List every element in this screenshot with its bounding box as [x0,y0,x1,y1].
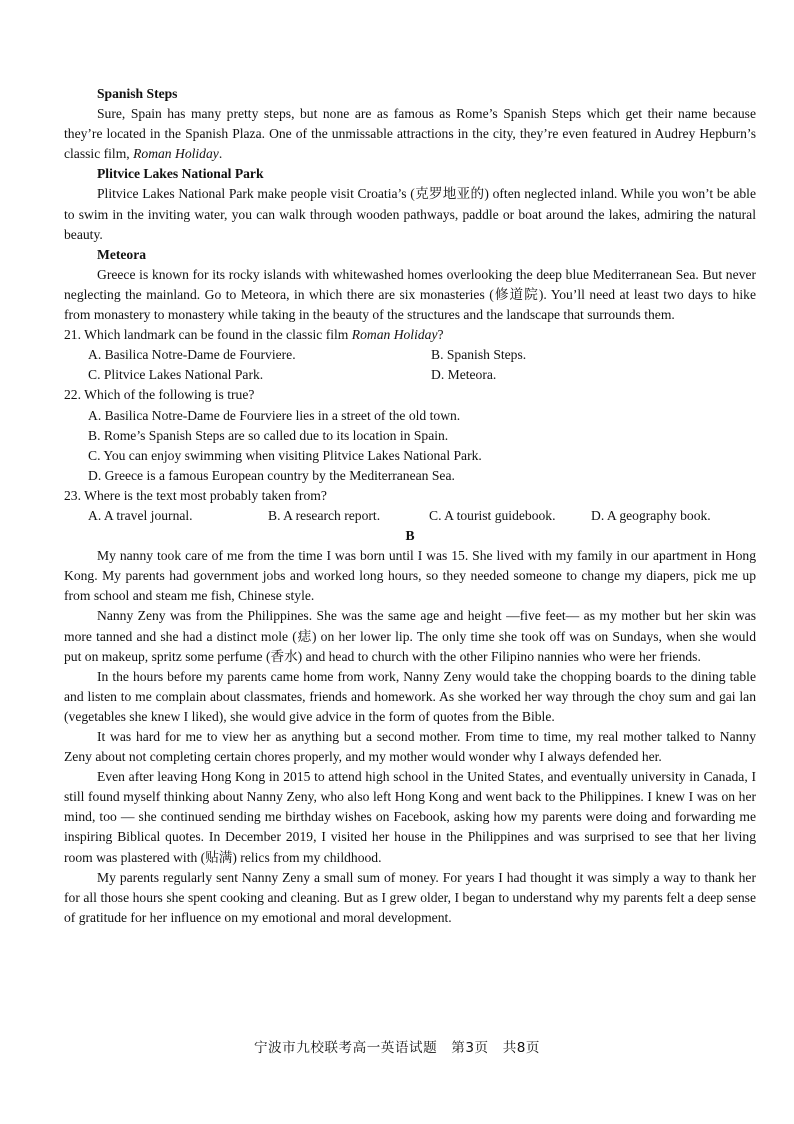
question-21-options [64,345,756,385]
section-title-spanish-steps: Spanish Steps [97,86,178,101]
film-title: Roman Holiday [133,146,219,162]
paragraph-spanish-steps [64,104,756,164]
passage-b-paragraph-3: In the hours before my parents came home from work, Nanny Zeny would take the chopping boards to the dining table and listen to me complain about classmates, friends and homework. As she worked her way through the choy sum and gai lan (vegetables she knew I liked), she would give advice in the form of quotes from the Bible. [64,668,756,724]
stem-text: 21. Which landmark can be found in the classic film [64,327,352,343]
section-b-label: B [405,528,415,544]
paragraph-plitvice: Plitvice Lakes National Park make people visit Croatia’s (克罗地亚的) often neglected inland. While you won’t be able to swim in the inviting water, you can walk through wooden pathways, paddle or boat around the lakes, admiring the natural beauty. [64,186,756,242]
option-a[interactable]: A. Basilica Notre-Dame de Fourviere. [88,347,296,363]
question-21-stem [64,325,756,345]
option-b[interactable]: B. A research report. [268,507,381,523]
option-d[interactable]: D. Meteora. [431,367,497,383]
question-22-stem: 22. Which of the following is true? [64,387,255,403]
question-23-stem: 23. Where is the text most probably taken from? [64,487,327,503]
section-title-plitvice: Plitvice Lakes National Park [97,166,264,182]
option-b[interactable]: B. Spanish Steps. [431,347,527,363]
question-22-options [64,406,756,486]
passage-b-paragraph-2: Nanny Zeny was from the Philippines. She was the same age and height —five feet— as my mother but her skin was more tanned and she had a distinct mole (痣) on her lower lip. The only time she took off was on Sundays, when she would put on makeup, spritz some perfume (香水) and head to church with the other Filipino nannies who were her friends. [64,608,756,664]
exam-page [64,84,756,928]
option-d[interactable]: D. Greece is a famous European country by the Mediterranean Sea. [88,467,455,483]
passage-b-paragraph-4: It was hard for me to view her as anything but a second mother. From time to time, my real mother talked to Nanny Zeny about not completing certain chores properly, and my mother would wonder why I always defended her. [64,729,756,765]
option-c[interactable]: C. You can enjoy swimming when visiting Plitvice Lakes National Park. [88,447,482,463]
passage-b-paragraph-6: My parents regularly sent Nanny Zeny a small sum of money. For years I had thought it was simply a way to thank her for all those hours she spent cooking and cleaning. But as I grew older, I began to understand why my parents felt a deep sense of gratitude for her influence on my emotional and moral development. [64,869,756,925]
paragraph-text: Sure, Spain has many pretty steps, but none are as famous as Rome’s Spanish Steps which get their name because they’re located in the Spanish Plaza. One of the unmissable attractions in the city, they’re even featured in Audrey Hepburn’s classic film, [64,106,756,162]
section-title-meteora: Meteora [97,246,147,262]
option-a[interactable]: A. Basilica Notre-Dame de Fourviere lies in a street of the old town. [88,407,461,423]
options-row [88,365,756,385]
option-c[interactable]: C. A tourist guidebook. [429,507,556,523]
question-22 [64,385,756,485]
question-21 [64,325,756,385]
passage-b-paragraph-5: Even after leaving Hong Kong in 2015 to attend high school in the United States, and eventually university in Canada, I still found myself thinking about Nanny Zeny, who also left Hong Kong and went back to the Philippines. I knew I was on her mind, too — she continued sending me birthday wishes on Facebook, asking how my parents were doing and forwarding me inspiring Biblical quotes. In December 2019, I visited her house in the Philippines and was surprised to see that her living room was plastered with (贴满) relics from my childhood. [64,769,756,865]
option-d[interactable]: D. A geography book. [591,507,711,523]
question-23-options [64,506,756,526]
option-b[interactable]: B. Rome’s Spanish Steps are so called due to its location in Spain. [88,427,449,443]
page-footer: 宁波市九校联考高一英语试题 第3页 共8页 [253,1040,541,1056]
passage-b-paragraph-1: My nanny took care of me from the time I was born until I was 15. She lived with my family in our apartment in Hong Kong. My parents had government jobs and worked long hours, so they needed someone to change my diapers, pick me up from school and steam me fish, Chinese style. [64,548,756,604]
option-a[interactable]: A. A travel journal. [88,507,193,523]
options-row [88,345,756,365]
paragraph-meteora: Greece is known for its rocky islands with whitewashed homes overlooking the deep blue Mediterranean Sea. But never neglecting the mainland. Go to Meteora, in which there are six monasteries (修道院). You’ll need at least two days to hike from monastery to monastery while taking in the beauty of the structures and the landscape that surrounds them. [64,266,756,323]
paragraph-text-end: . [218,146,223,162]
question-23 [64,486,756,526]
option-c[interactable]: C. Plitvice Lakes National Park. [88,367,264,383]
film-title: Roman Holiday [351,327,438,343]
stem-text-end: ? [437,327,444,343]
